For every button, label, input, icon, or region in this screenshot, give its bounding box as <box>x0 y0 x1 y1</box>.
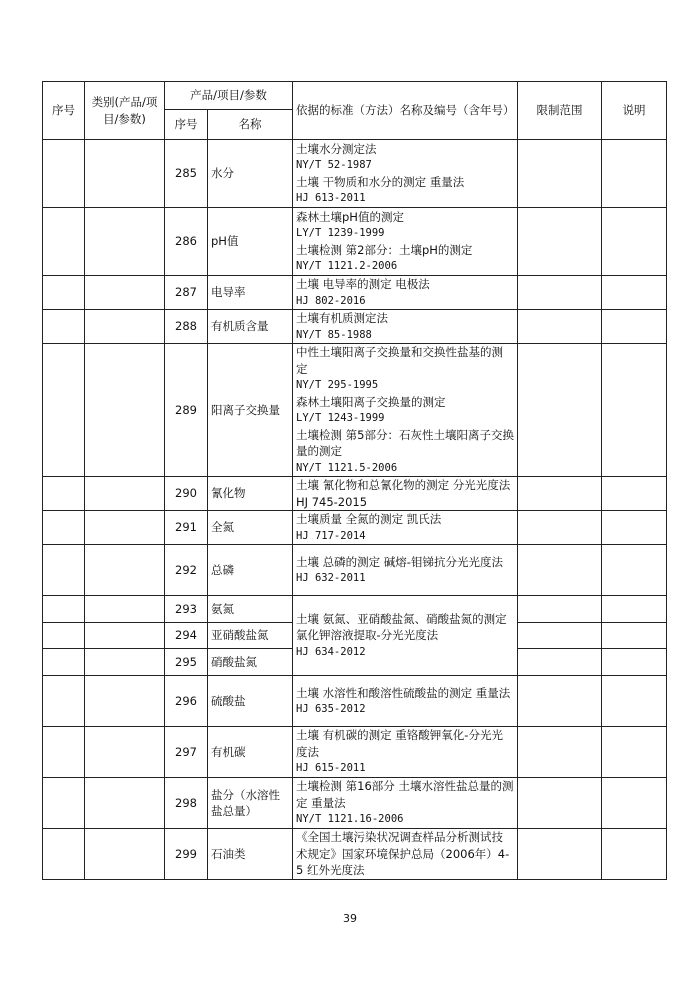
item-name: 硝酸盐氮 <box>208 649 293 676</box>
limit-cell <box>518 623 602 649</box>
header-note: 说明 <box>602 82 667 140</box>
note-cell <box>602 778 667 829</box>
table-row <box>43 310 667 344</box>
standard-cell <box>293 310 518 344</box>
header-standard: 依据的标准（方法）名称及编号（含年号） <box>293 82 518 140</box>
standard-code: HJ 635-2012 <box>296 703 366 715</box>
limit-cell <box>518 140 602 208</box>
note-cell <box>602 344 667 477</box>
category-cell <box>85 649 165 676</box>
seq-cell <box>43 545 85 596</box>
standard-code: NY/T 1121.2-2006 <box>296 260 398 272</box>
item-number: 293 <box>165 596 208 623</box>
category-cell <box>85 477 165 511</box>
limit-cell <box>518 676 602 727</box>
standard-code: HJ 802-2016 <box>296 294 366 307</box>
standard-code: NY/T 52-1987 <box>296 159 372 171</box>
note-cell <box>602 208 667 276</box>
limit-cell <box>518 477 602 511</box>
standard-line: 土壤 电导率的测定 电极法 <box>296 277 430 291</box>
table-row <box>43 596 667 623</box>
item-name: 氰化物 <box>208 477 293 511</box>
header-group: 产品/项目/参数 <box>165 82 293 110</box>
seq-cell <box>43 596 85 623</box>
standard-code: LY/T 1239-1999 <box>296 227 385 239</box>
standard-cell <box>293 276 518 310</box>
item-name: 氨氮 <box>208 596 293 623</box>
header-name: 名称 <box>208 110 293 140</box>
item-number: 296 <box>165 676 208 727</box>
category-cell <box>85 310 165 344</box>
seq-cell <box>43 676 85 727</box>
seq-cell <box>43 511 85 545</box>
standard-cell <box>293 511 518 545</box>
table-row <box>43 208 667 276</box>
standard-cell <box>293 596 518 676</box>
standard-cell <box>293 545 518 596</box>
standard-code: NY/T 1121.16-2006 <box>296 813 404 826</box>
item-name: 硫酸盐 <box>208 676 293 727</box>
item-name: 阳离子交换量 <box>208 344 293 477</box>
seq-cell <box>43 649 85 676</box>
note-cell <box>602 623 667 649</box>
limit-cell <box>518 545 602 596</box>
item-number: 288 <box>165 310 208 344</box>
item-number: 285 <box>165 140 208 208</box>
item-name: 水分 <box>208 140 293 208</box>
note-cell <box>602 727 667 778</box>
category-cell <box>85 511 165 545</box>
standard-line: 土壤质量 全氮的测定 凯氏法 <box>296 512 442 526</box>
category-cell <box>85 208 165 276</box>
note-cell <box>602 310 667 344</box>
table-row <box>43 778 667 829</box>
standard-code: LY/T 1243-1999 <box>296 412 385 424</box>
note-cell <box>602 545 667 596</box>
standard-code: HJ 717-2014 <box>296 529 366 542</box>
standard-cell <box>293 829 518 880</box>
note-cell <box>602 140 667 208</box>
seq-cell <box>43 208 85 276</box>
seq-cell <box>43 778 85 829</box>
limit-cell <box>518 596 602 623</box>
item-number: 299 <box>165 829 208 880</box>
table-row <box>43 829 667 880</box>
item-number: 298 <box>165 778 208 829</box>
standard-cell <box>293 208 518 276</box>
category-cell <box>85 276 165 310</box>
standard-line: 土壤检测 第2部分：土壤pH的测定 <box>296 242 473 257</box>
seq-cell <box>43 477 85 511</box>
item-name: pH值 <box>208 208 293 276</box>
limit-cell <box>518 208 602 276</box>
standard-code: HJ 634-2012 <box>296 645 366 658</box>
item-number: 291 <box>165 511 208 545</box>
limit-cell <box>518 511 602 545</box>
table-row <box>43 545 667 596</box>
standard-line: 土壤 氰化物和总氰化物的测定 分光光度法 HJ 745-2015 <box>296 478 514 509</box>
standard-code: HJ 632-2011 <box>296 572 366 584</box>
item-number: 295 <box>165 649 208 676</box>
note-cell <box>602 596 667 623</box>
category-cell <box>85 344 165 477</box>
category-cell <box>85 829 165 880</box>
standard-line: 森林土壤pH值的测定 <box>296 209 404 224</box>
seq-cell <box>43 310 85 344</box>
item-number: 286 <box>165 208 208 276</box>
standard-line: 土壤 总磷的测定 碱熔-钼锑抗分光光度法 <box>296 554 503 569</box>
standard-code: NY/T 1121.5-2006 <box>296 461 398 474</box>
item-name: 电导率 <box>208 276 293 310</box>
header-category: 类别(产品/项目/参数) <box>85 82 165 140</box>
note-cell <box>602 511 667 545</box>
item-number: 297 <box>165 727 208 778</box>
standard-code: NY/T 85-1988 <box>296 328 372 341</box>
item-number: 292 <box>165 545 208 596</box>
item-number: 287 <box>165 276 208 310</box>
standard-line: 土壤检测 第16部分 土壤水溶性盐总量的测定 重量法 <box>296 779 514 810</box>
standard-cell <box>293 477 518 511</box>
standard-line: 中性土壤阳离子交换量和交换性盐基的测定 <box>296 345 503 376</box>
table-row <box>43 140 667 208</box>
table-row <box>43 727 667 778</box>
header-sub-seq: 序号 <box>165 110 208 140</box>
limit-cell <box>518 727 602 778</box>
standard-code: NY/T 295-1995 <box>296 379 379 391</box>
item-name: 有机碳 <box>208 727 293 778</box>
note-cell <box>602 676 667 727</box>
note-cell <box>602 477 667 511</box>
standard-line: 土壤 有机碳的测定 重铬酸钾氧化-分光光度法 <box>296 728 503 759</box>
seq-cell <box>43 727 85 778</box>
item-name: 有机质含量 <box>208 310 293 344</box>
standard-line: 土壤 氨氮、亚硝酸盐氮、硝酸盐氮的测定 氯化钾溶液提取-分光光度法 <box>296 611 511 643</box>
limit-cell <box>518 829 602 880</box>
standard-line: 土壤 水溶性和酸溶性硫酸盐的测定 重量法 <box>296 685 511 700</box>
standard-cell <box>293 778 518 829</box>
category-cell <box>85 727 165 778</box>
item-name: 全氮 <box>208 511 293 545</box>
table-row <box>43 676 667 727</box>
item-name: 亚硝酸盐氮 <box>208 623 293 649</box>
table-row <box>43 511 667 545</box>
standard-line: 土壤 干物质和水分的测定 重量法 <box>296 174 465 189</box>
table-row <box>43 276 667 310</box>
standard-cell <box>293 727 518 778</box>
standard-line: 土壤水分测定法 <box>296 141 377 156</box>
standard-line: 土壤检测 第5部分：石灰性土壤阳离子交换量的测定 <box>296 427 514 458</box>
standard-cell <box>293 676 518 727</box>
category-cell <box>85 596 165 623</box>
standard-line: 《全国土壤污染状况调查样品分析测试技术规定》国家环境保护总局（2006年）4-5 红外光度法 <box>296 830 510 878</box>
note-cell <box>602 829 667 880</box>
seq-cell <box>43 140 85 208</box>
standard-code: HJ 615-2011 <box>296 762 366 775</box>
seq-cell <box>43 344 85 477</box>
header-seq: 序号 <box>43 82 85 140</box>
limit-cell <box>518 344 602 477</box>
table-row <box>43 477 667 511</box>
seq-cell <box>43 829 85 880</box>
limit-cell <box>518 649 602 676</box>
category-cell <box>85 623 165 649</box>
item-name: 石油类 <box>208 829 293 880</box>
category-cell <box>85 140 165 208</box>
page-number: 39 <box>343 912 357 925</box>
standard-cell <box>293 344 518 477</box>
limit-cell <box>518 310 602 344</box>
seq-cell <box>43 623 85 649</box>
item-number: 290 <box>165 477 208 511</box>
item-number: 289 <box>165 344 208 477</box>
note-cell <box>602 649 667 676</box>
standard-line: 森林土壤阳离子交换量的测定 <box>296 394 446 409</box>
category-cell <box>85 676 165 727</box>
standard-code: HJ 613-2011 <box>296 192 366 204</box>
header-limit: 限制范围 <box>518 82 602 140</box>
note-cell <box>602 276 667 310</box>
limit-cell <box>518 778 602 829</box>
category-cell <box>85 545 165 596</box>
category-cell <box>85 778 165 829</box>
seq-cell <box>43 276 85 310</box>
item-name: 盐分（水溶性盐总量） <box>208 778 293 829</box>
standard-line: 土壤有机质测定法 <box>296 311 388 325</box>
item-number: 294 <box>165 623 208 649</box>
table-row <box>43 344 667 477</box>
limit-cell <box>518 276 602 310</box>
standard-cell <box>293 140 518 208</box>
standards-table <box>42 81 667 880</box>
item-name: 总磷 <box>208 545 293 596</box>
